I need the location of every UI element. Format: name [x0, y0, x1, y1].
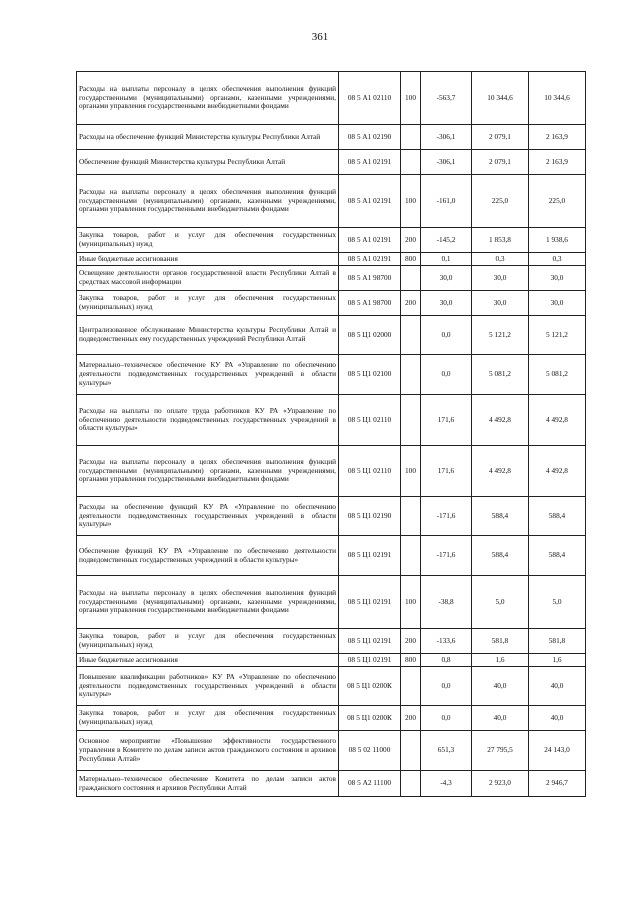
table-row: [77, 355, 586, 395]
row-change-cell: -171,6: [421, 497, 472, 536]
row-year2-cell: 225,0: [529, 175, 586, 228]
row-name-cell: Расходы на выплаты персоналу в целях обеспечения выполнения функций государственными (муниципальными) органами, казенными учреждениями, органами управления государственными внебюджетными фондами: [77, 446, 339, 497]
row-name-cell: Обеспечение функций КУ РА «Управление по обеспечению деятельности подведомственных государственных учреждений в области культуры»: [77, 536, 339, 576]
row-change-cell: 30,0: [421, 291, 472, 316]
row-year2-cell: 0,3: [529, 253, 586, 266]
row-year2-cell: 5,0: [529, 576, 586, 629]
row-year2-cell: 2 946,7: [529, 771, 586, 797]
row-code-cell: 08 5 А2 11100: [339, 771, 401, 797]
table-row: [77, 266, 586, 291]
row-year2-cell: 5 081,2: [529, 355, 586, 395]
row-type-cell: 200: [401, 291, 421, 316]
row-year2-cell: 30,0: [529, 266, 586, 291]
row-year2-cell: 40,0: [529, 706, 586, 731]
table-row: [77, 654, 586, 667]
row-code-cell: 08 5 Ц1 0200К: [339, 706, 401, 731]
row-year2-cell: 4 492,8: [529, 446, 586, 497]
row-code-cell: 08 5 02 11000: [339, 731, 401, 771]
table-row: [77, 175, 586, 228]
row-year1-cell: 5 121,2: [472, 316, 529, 355]
budget-table-body: [77, 72, 586, 797]
row-code-cell: 08 5 А1 98700: [339, 266, 401, 291]
row-year1-cell: 588,4: [472, 497, 529, 536]
row-name-cell: Иные бюджетные ассигнования: [77, 654, 339, 667]
row-code-cell: 08 5 А1 02191: [339, 175, 401, 228]
row-type-cell: 200: [401, 228, 421, 253]
table-row: [77, 771, 586, 797]
row-type-cell: 100: [401, 446, 421, 497]
row-name-cell: Расходы на выплаты персоналу в целях обеспечения выполнения функций государственными (муниципальными) органами, казенными учреждениями, органами управления государственными внебюджетными фондами: [77, 175, 339, 228]
row-type-cell: [401, 355, 421, 395]
row-code-cell: 08 5 А1 02191: [339, 253, 401, 266]
row-year2-cell: 588,4: [529, 536, 586, 576]
row-code-cell: 08 5 Ц1 02191: [339, 536, 401, 576]
row-code-cell: 08 5 Ц1 02110: [339, 446, 401, 497]
table-row: [77, 446, 586, 497]
row-year2-cell: 1,6: [529, 654, 586, 667]
row-type-cell: 100: [401, 175, 421, 228]
row-code-cell: 08 5 А1 02190: [339, 125, 401, 150]
row-type-cell: [401, 536, 421, 576]
row-type-cell: 100: [401, 72, 421, 125]
table-row: [77, 125, 586, 150]
table-row: [77, 72, 586, 125]
row-change-cell: 30,0: [421, 266, 472, 291]
row-code-cell: 08 5 Ц1 02191: [339, 654, 401, 667]
table-row: [77, 291, 586, 316]
row-change-cell: 651,3: [421, 731, 472, 771]
row-change-cell: 0,0: [421, 706, 472, 731]
row-type-cell: 800: [401, 654, 421, 667]
row-type-cell: [401, 497, 421, 536]
row-year1-cell: 5,0: [472, 576, 529, 629]
row-code-cell: 08 5 А1 02110: [339, 72, 401, 125]
row-change-cell: 0,0: [421, 316, 472, 355]
row-type-cell: [401, 150, 421, 175]
row-change-cell: -161,0: [421, 175, 472, 228]
table-row: [77, 228, 586, 253]
row-year1-cell: 4 492,8: [472, 395, 529, 446]
row-code-cell: 08 5 Ц1 02191: [339, 629, 401, 654]
row-change-cell: -306,1: [421, 125, 472, 150]
table-row: [77, 150, 586, 175]
row-name-cell: Материально–техническое обеспечение КУ РА «Управление по обеспечению деятельности подведомственных государственных учреждений в области культуры»: [77, 355, 339, 395]
row-year1-cell: 1,6: [472, 654, 529, 667]
row-name-cell: Основное мероприятие «Повышение эффективности государственного управления в Комитете по делам записи актов гражданского состояния и архивов Республики Алтай»: [77, 731, 339, 771]
row-change-cell: 0,0: [421, 355, 472, 395]
row-code-cell: 08 5 Ц1 0200К: [339, 667, 401, 706]
row-type-cell: [401, 395, 421, 446]
budget-table: [76, 71, 586, 797]
table-row: [77, 253, 586, 266]
row-name-cell: Централизованное обслуживание Министерства культуры Республики Алтай и подведомственных ему государственных учреждений Республики Алтай: [77, 316, 339, 355]
row-name-cell: Закупка товаров, работ и услуг для обеспечения государственных (муниципальных) нужд: [77, 706, 339, 731]
row-code-cell: 08 5 Ц1 02190: [339, 497, 401, 536]
table-row: [77, 706, 586, 731]
row-year1-cell: 27 795,5: [472, 731, 529, 771]
row-type-cell: [401, 316, 421, 355]
row-year1-cell: 0,3: [472, 253, 529, 266]
row-change-cell: -133,6: [421, 629, 472, 654]
row-change-cell: 0,8: [421, 654, 472, 667]
row-year1-cell: 30,0: [472, 291, 529, 316]
row-change-cell: -38,8: [421, 576, 472, 629]
row-type-cell: [401, 771, 421, 797]
row-code-cell: 08 5 А1 02191: [339, 150, 401, 175]
row-year1-cell: 4 492,8: [472, 446, 529, 497]
row-year2-cell: 5 121,2: [529, 316, 586, 355]
table-row: [77, 731, 586, 771]
row-name-cell: Обеспечение функций Министерства культуры Республики Алтай: [77, 150, 339, 175]
row-change-cell: -4,3: [421, 771, 472, 797]
table-row: [77, 316, 586, 355]
row-year2-cell: 10 344,6: [529, 72, 586, 125]
row-code-cell: 08 5 Ц1 02100: [339, 355, 401, 395]
table-row: [77, 497, 586, 536]
row-year1-cell: 225,0: [472, 175, 529, 228]
row-name-cell: Расходы на выплаты персоналу в целях обеспечения выполнения функций государственными (муниципальными) органами, казенными учреждениями, органами управления государственными внебюджетными фондами: [77, 576, 339, 629]
row-type-cell: 800: [401, 253, 421, 266]
row-name-cell: Освещение деятельности органов государственной власти Республики Алтай в средствах массовой информации: [77, 266, 339, 291]
row-year1-cell: 40,0: [472, 667, 529, 706]
row-name-cell: Расходы на обеспечение функций Министерства культуры Республики Алтай: [77, 125, 339, 150]
table-row: [77, 576, 586, 629]
row-name-cell: Повышение квалификации работников» КУ РА «Управление по обеспечению деятельности подведомственных государственных учреждений в области культуры»: [77, 667, 339, 706]
row-year2-cell: 2 163,9: [529, 125, 586, 150]
row-name-cell: Материально–техническое обеспечение Комитета по делам записи актов гражданского состояния и архивов Республики Алтай: [77, 771, 339, 797]
row-name-cell: Иные бюджетные ассигнования: [77, 253, 339, 266]
row-type-cell: [401, 667, 421, 706]
row-year2-cell: 588,4: [529, 497, 586, 536]
row-type-cell: [401, 125, 421, 150]
row-year1-cell: 2 923,0: [472, 771, 529, 797]
row-year2-cell: 40,0: [529, 667, 586, 706]
row-type-cell: 200: [401, 706, 421, 731]
row-name-cell: Расходы на выплаты по оплате труда работников КУ РА «Управление по обеспечению деятельности подведомственных государственных учреждений в области культуры»: [77, 395, 339, 446]
row-year1-cell: 40,0: [472, 706, 529, 731]
row-code-cell: 08 5 А1 02191: [339, 228, 401, 253]
table-row: [77, 395, 586, 446]
row-type-cell: [401, 266, 421, 291]
row-name-cell: Расходы на обеспечение функций КУ РА «Управление по обеспечению деятельности подведомственных государственных учреждений в области культуры»: [77, 497, 339, 536]
table-row: [77, 629, 586, 654]
row-name-cell: Закупка товаров, работ и услуг для обеспечения государственных (муниципальных) нужд: [77, 629, 339, 654]
row-type-cell: 200: [401, 629, 421, 654]
row-year1-cell: 581,8: [472, 629, 529, 654]
row-year2-cell: 30,0: [529, 291, 586, 316]
row-change-cell: -171,6: [421, 536, 472, 576]
row-change-cell: -306,1: [421, 150, 472, 175]
table-row: [77, 536, 586, 576]
row-name-cell: Расходы на выплаты персоналу в целях обеспечения выполнения функций государственными (муниципальными) органами, казенными учреждениями, органами управления государственными внебюджетными фондами: [77, 72, 339, 125]
row-change-cell: -145,2: [421, 228, 472, 253]
row-change-cell: 0,0: [421, 667, 472, 706]
row-year1-cell: 588,4: [472, 536, 529, 576]
row-year1-cell: 5 081,2: [472, 355, 529, 395]
row-code-cell: 08 5 Ц1 02191: [339, 576, 401, 629]
row-year1-cell: 1 853,8: [472, 228, 529, 253]
row-year2-cell: 4 492,8: [529, 395, 586, 446]
row-year2-cell: 1 938,6: [529, 228, 586, 253]
table-row: [77, 667, 586, 706]
row-change-cell: 171,6: [421, 395, 472, 446]
page-number: 361: [311, 31, 329, 43]
row-year2-cell: 24 143,0: [529, 731, 586, 771]
row-year2-cell: 2 163,9: [529, 150, 586, 175]
row-change-cell: 0,1: [421, 253, 472, 266]
row-code-cell: 08 5 А1 98700: [339, 291, 401, 316]
row-name-cell: Закупка товаров, работ и услуг для обеспечения государственных (муниципальных) нужд: [77, 291, 339, 316]
row-type-cell: [401, 731, 421, 771]
row-year1-cell: 30,0: [472, 266, 529, 291]
row-name-cell: Закупка товаров, работ и услуг для обеспечения государственных (муниципальных) нужд: [77, 228, 339, 253]
row-year1-cell: 10 344,6: [472, 72, 529, 125]
row-year1-cell: 2 079,1: [472, 125, 529, 150]
row-change-cell: -563,7: [421, 72, 472, 125]
row-type-cell: 100: [401, 576, 421, 629]
row-code-cell: 08 5 Ц1 02000: [339, 316, 401, 355]
row-change-cell: 171,6: [421, 446, 472, 497]
row-year2-cell: 581,8: [529, 629, 586, 654]
row-code-cell: 08 5 Ц1 02110: [339, 395, 401, 446]
row-year1-cell: 2 079,1: [472, 150, 529, 175]
